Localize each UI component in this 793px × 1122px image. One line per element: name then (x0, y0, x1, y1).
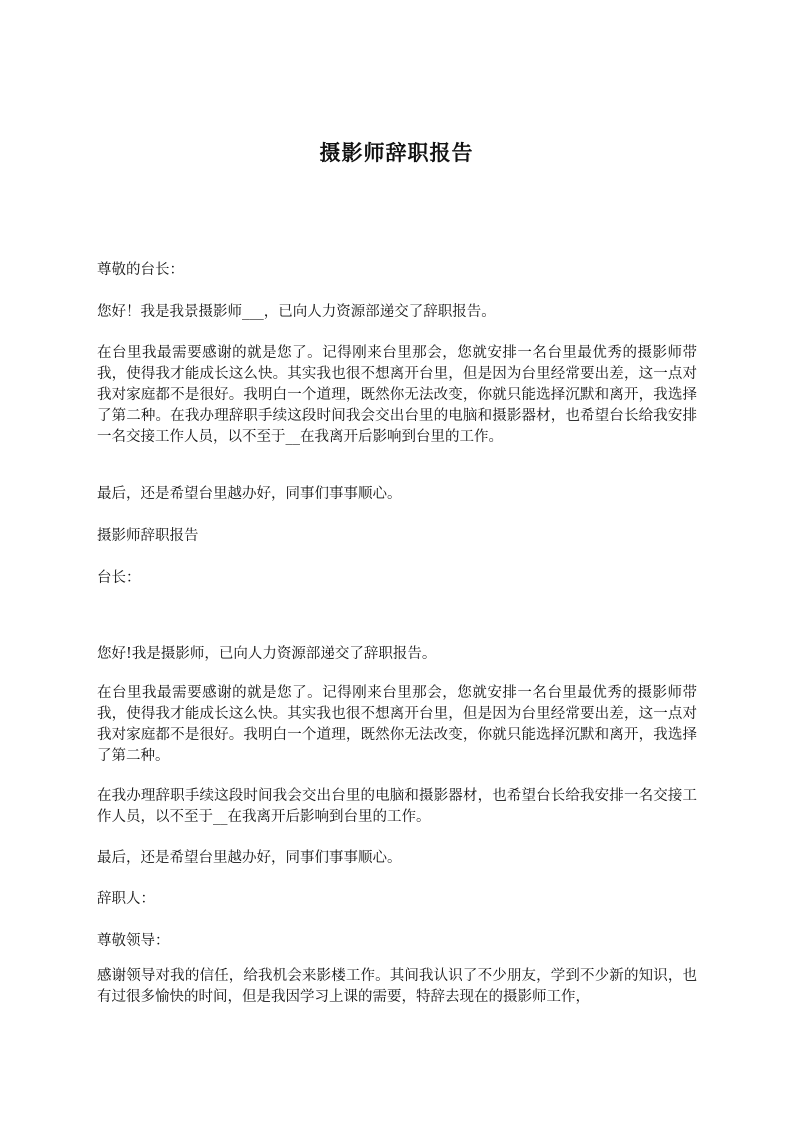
body-paragraph: 在台里我最需要感谢的就是您了。记得刚来台里那会，您就安排一名台里最优秀的摄影师带我，使得我才能成长这么快。其实我也很不想离开台里，但是因为台里经常要出差，这一点对我对家庭都不是很好。我明白一个道理，既然你无法改变，你就只能选择沉默和离开，我选择了第二种。在我办理辞职手续这段时间我会交出台里的电脑和摄影器材，也希望台长给我安排一名交接工作人员，以不至于__在我离开后影响到台里的工作。 (97, 345, 697, 445)
greeting-paragraph: 您好！我是我景摄影师___，已向人力资源部递交了辞职报告。 (97, 304, 496, 320)
body-paragraph: 在我办理辞职手续这段时间我会交出台里的电脑和摄影器材，也希望台长给我安排一名交接工作人员，以不至于__在我离开后影响到台里的工作。 (97, 788, 697, 825)
document-title: 摄影师辞职报告 (319, 141, 474, 165)
closing-paragraph: 最后，还是希望台里越办好，同事们事事顺心。 (97, 850, 402, 866)
salutation: 尊敬的台长： (97, 262, 184, 278)
body-paragraph: 感谢领导对我的信任，给我机会来影楼工作。其间我认识了不少朋友，学到不少新的知识，也有过很多愉快的时间，但是我因学习上课的需要，特辞去现在的摄影师工作， (97, 968, 697, 1005)
closing-paragraph: 最后，还是希望台里越办好，同事们事事顺心。 (97, 486, 402, 502)
greeting-paragraph: 您好!我是摄影师，已向人力资源部递交了辞职报告。 (97, 646, 437, 662)
salutation: 台长： (97, 570, 141, 586)
section-heading: 摄影师辞职报告 (97, 528, 199, 544)
body-paragraph: 在台里我最需要感谢的就是您了。记得刚来台里那会，您就安排一名台里最优秀的摄影师带我，使得我才能成长这么快。其实我也很不想离开台里，但是因为台里经常要出差，这一点对我对家庭都不是很好。我明白一个道理，既然你无法改变，你就只能选择沉默和离开，我选择了第二种。 (97, 685, 697, 764)
signature-line: 辞职人： (97, 891, 155, 907)
salutation: 尊敬领导： (97, 933, 170, 949)
